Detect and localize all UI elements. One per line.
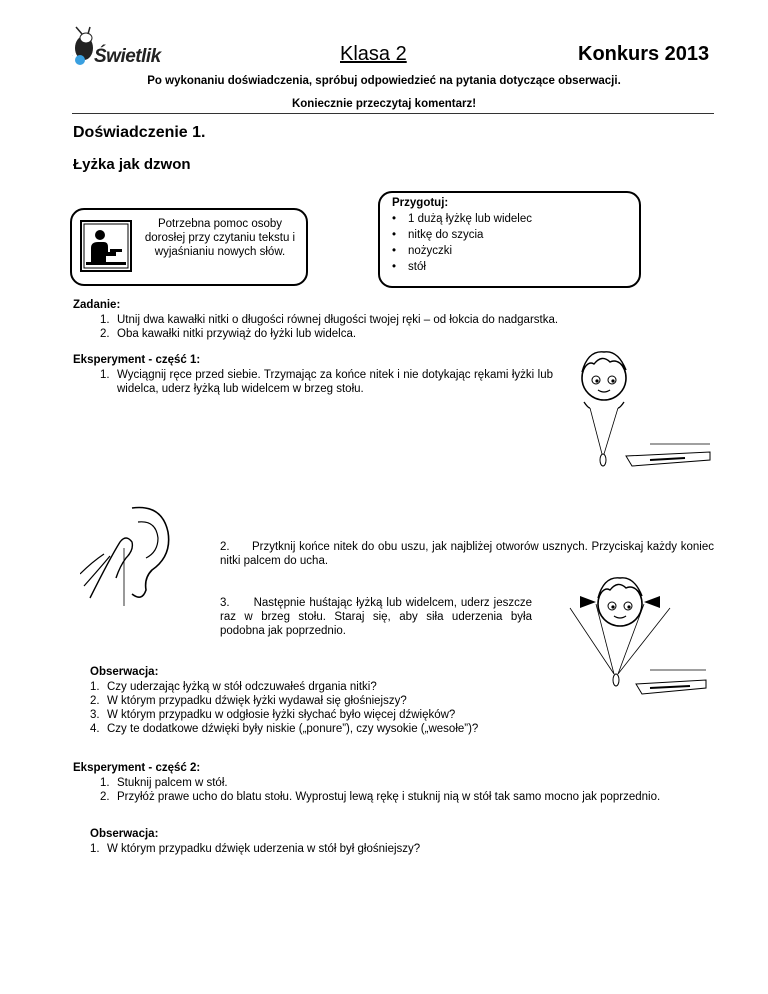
task-title: Zadanie:: [73, 299, 121, 311]
observation-2-list: [90, 842, 690, 856]
list-item: 1. W którym przypadku dźwięk uderzenia w stół był głośniejszy?: [90, 843, 421, 855]
header-divider: [72, 113, 714, 114]
list-item: 1. Utnij dwa kawałki nitki o długości równej długości twojej ręki – od łokcia do nadgarstka.: [100, 314, 559, 326]
list-item: 1. Czy uderzając łyżką w stół odczuwałeś drgania nitki?: [90, 681, 377, 693]
prepare-item: • nożyczki: [392, 243, 532, 259]
part2-list: [100, 776, 714, 804]
boy-spoon-illustration: [560, 336, 720, 476]
observation-1-list: [90, 680, 570, 736]
step-3-text: 3. Następnie huśtając łyżką lub widelcem, uderz jeszcze raz w brzeg stołu. Staraj się, aby siła uderzenia była podobna jak poprzednio.: [220, 597, 532, 637]
class-label: Klasa 2: [340, 43, 407, 65]
list-item: 4. Czy te dodatkowe dźwięki były niskie („ponure”), czy wysokie („wesołe”)?: [90, 723, 479, 735]
prepare-title: Przygotuj:: [392, 197, 449, 209]
logo-text: Świetlik: [94, 46, 161, 67]
prepare-item: • stół: [392, 259, 532, 275]
list-item: 2. Przyłóż prawe ucho do blatu stołu. Wyprostuj lewą rękę i stuknij nią w stół tak samo mocno jak poprzednio.: [100, 791, 661, 803]
prepare-item: • 1 dużą łyżkę lub widelec: [392, 211, 532, 227]
experiment-subheading: Łyżka jak dzwon: [73, 156, 191, 173]
instruction-line-2: Koniecznie przeczytaj komentarz!: [291, 98, 477, 110]
part1-title: Eksperyment - część 1:: [73, 354, 201, 366]
ear-finger-illustration: [80, 498, 180, 608]
list-item: 3. W którym przypadku w odgłosie łyżki słychać było więcej dźwięków?: [90, 709, 456, 721]
list-item: 1. Stuknij palcem w stół.: [100, 777, 228, 789]
reading-person-icon: [80, 220, 132, 272]
list-item: 2. Oba kawałki nitki przywiąż do łyżki lub widelca.: [100, 328, 357, 340]
observation-1-title: Obserwacja:: [90, 666, 159, 678]
observation-2-title: Obserwacja:: [90, 828, 159, 840]
step-1-text: Wyciągnij ręce przed siebie. Trzymając za końce nitek i nie dotykając rękami łyżki lub widelca, uderz łyżką lub widelcem w brzeg stołu.: [117, 369, 553, 395]
step-2-text: 2. Przytknij końce nitek do obu uszu, jak najbliżej otworów usznych. Przyciskaj każdy koniec nitki palcem do ucha.: [220, 541, 715, 567]
experiment-heading: Doświadczenie 1.: [73, 124, 206, 141]
part2-title: Eksperyment - część 2:: [73, 762, 201, 774]
prepare-item: • nitkę do szycia: [392, 227, 532, 243]
list-item: 2. W którym przypadku dźwięk łyżki wydawał się głośniejszy?: [90, 695, 407, 707]
instruction-line-1: Po wykonaniu doświadczenia, spróbuj odpowiedzieć na pytania dotyczące obserwacji.: [147, 75, 621, 87]
contest-label: Konkurs 2013: [578, 43, 710, 65]
help-text: Potrzebna pomoc osoby dorosłej przy czytaniu tekstu i wyjaśnianiu nowych słów.: [144, 218, 296, 258]
prepare-list: [392, 211, 532, 275]
step-number: 1.: [100, 369, 110, 381]
